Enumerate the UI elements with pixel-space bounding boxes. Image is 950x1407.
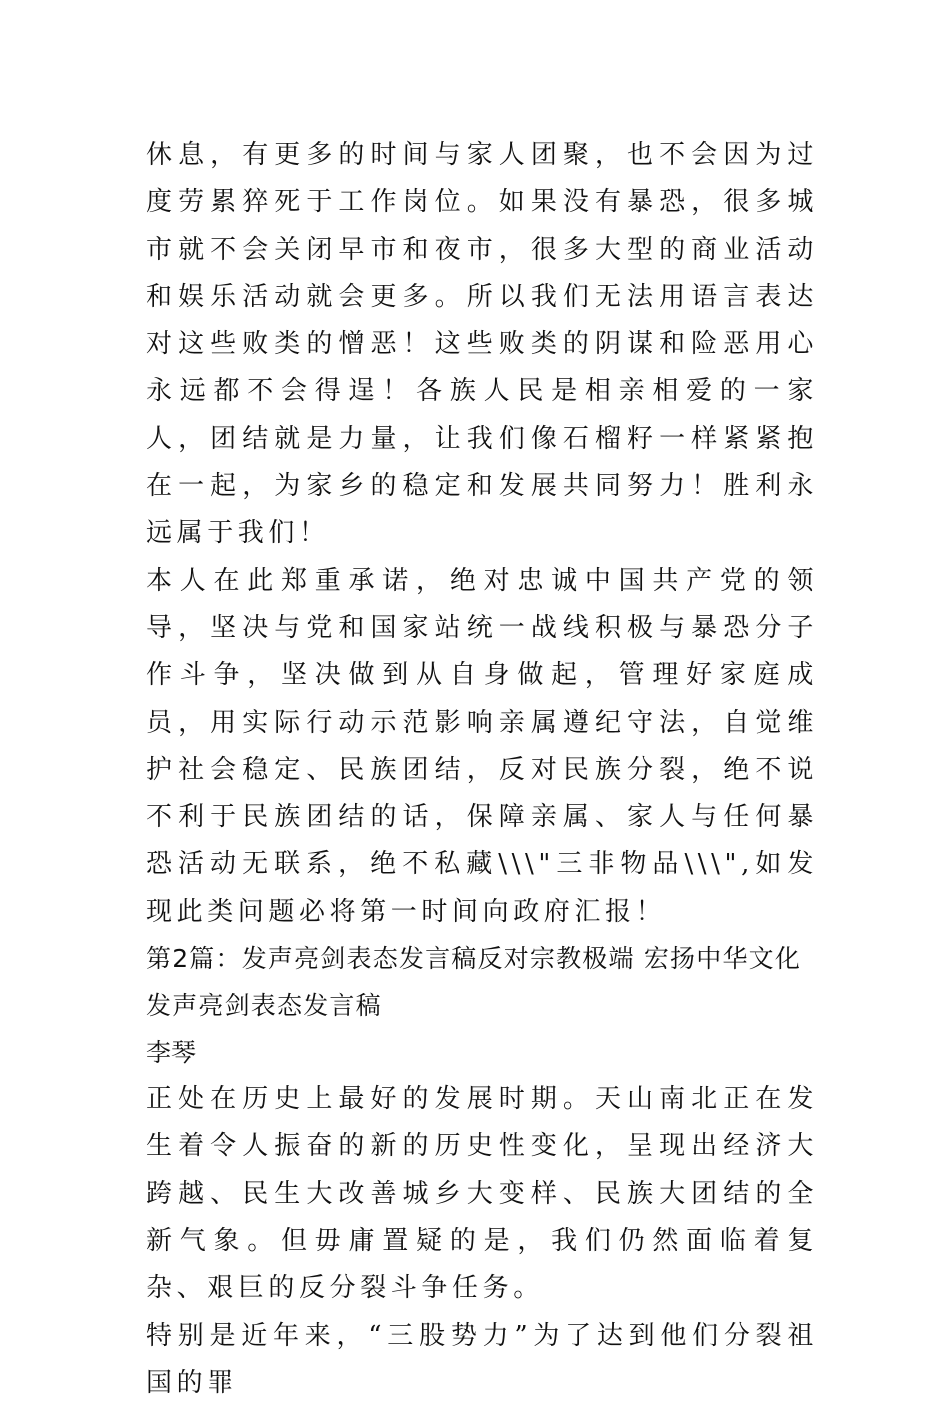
- paragraph-2: 本人在此郑重承诺，绝对忠诚中国共产党的领导，坚决与党和国家站统一战线积极与暴恐分子作斗争，坚决做到从自身做起，管理好家庭成员，用实际行动示范影响亲属遵纪守法，自觉维护社会稳定、民族团结，反对民族分裂，绝不说不利于民族团结的话，保障亲属、家人与任何暴恐活动无联系，绝不私藏\\\"三非物品\\\",如发现此类问题必将第一时间向政府汇报！: [146, 565, 818, 927]
- author-name: 李琴: [146, 1038, 197, 1068]
- document-body: [146, 132, 818, 1407]
- paragraph-4: 特别是近年来，“三股势力”为了达到他们分裂祖国的罪: [146, 1320, 818, 1398]
- section-subtitle: 发声亮剑表态发言稿: [146, 990, 382, 1020]
- section-heading: 第2篇：发声亮剑表态发言稿反对宗教极端 宏扬中华文化: [146, 944, 802, 974]
- paragraph-1: 休息，有更多的时间与家人团聚，也不会因为过度劳累猝死于工作岗位。如果没有暴恐，很多城市就不会关闭早市和夜市，很多大型的商业活动和娱乐活动就会更多。所以我们无法用语言表达对这些败类的憎恶！这些败类的阴谋和险恶用心永远都不会得逞！各族人民是相亲相爱的一家人，团结就是力量，让我们像石榴籽一样紧紧抱在一起，为家乡的稳定和发展共同努力！胜利永远属于我们！: [146, 140, 818, 549]
- paragraph-3: 正处在历史上最好的发展时期。天山南北正在发生着令人振奋的新的历史性变化，呈现出经济大跨越、民生大改善城乡大变样、民族大团结的全新气象。但毋庸置疑的是，我们仍然面临着复杂、艰巨的反分裂斗争任务。: [146, 1084, 818, 1304]
